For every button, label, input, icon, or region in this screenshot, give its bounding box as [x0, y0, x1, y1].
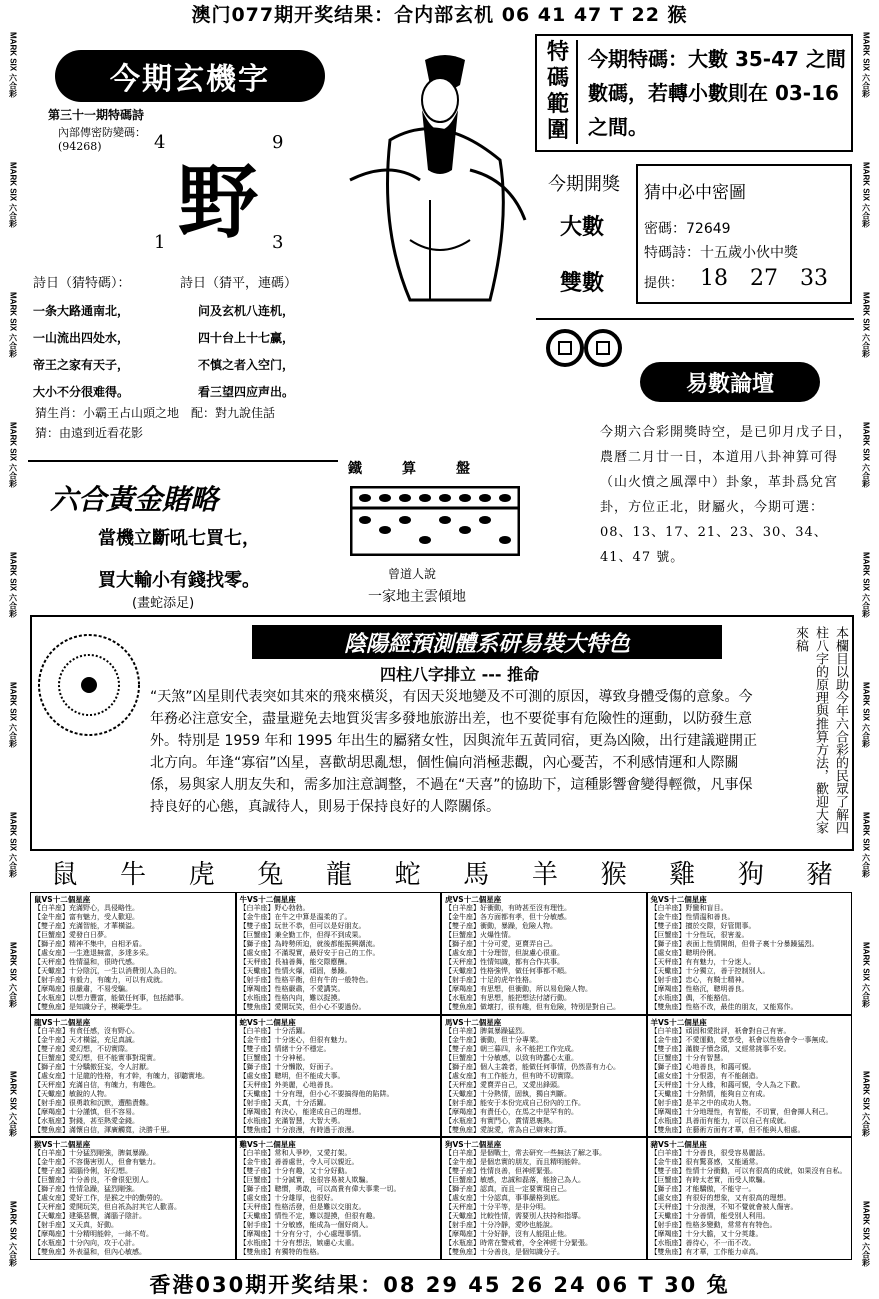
zodiac-cell-line: 【雙魚座】十分善良，是個知識分子。: [445, 1248, 564, 1257]
secret-title: 猜中必中密圖: [644, 183, 746, 203]
zodiac-cell-line: 【雙子座】性情十分衝動，可以有很高的成就，如果沒有自私。: [650, 1167, 847, 1176]
zodiac-cell-line: 【天蠍座】敏銳的人物。: [34, 1089, 111, 1098]
zodiac-cell: [441, 892, 647, 1015]
zodiac-cell-title: 虎VS十二個星座: [445, 895, 502, 904]
zodiac-cell-line: 【處女座】聰明，但不能成大事。: [239, 1071, 345, 1080]
zodiac-cell-line: 【白羊座】是個戰士，常去研究一些無法了解之事。: [445, 1149, 606, 1158]
zodiac-cell-title: 龍VS十二個星座: [34, 1017, 91, 1027]
zodiac-cell-line: 【水瓶座】充滿智慧，大智大勇。: [239, 1116, 345, 1125]
zodiac-icon: 猴: [600, 859, 627, 890]
poem-line: 问及玄机八连机，: [198, 304, 295, 318]
abacus-label: 盤: [456, 461, 470, 477]
zodiac-cell-line: 【金牛座】性情溫和善良。: [650, 913, 735, 921]
zodiac-cell-line: 【獅子座】個人主義者，能做任何事情，仍然喜有力心。: [445, 1062, 620, 1071]
poem-right: [198, 302, 348, 400]
border-text: MARK SIX 六合彩: [861, 162, 871, 228]
corner-num-tr: 9: [272, 132, 284, 153]
zodiac-cell-line: 【金牛座】不容傷害別人，但會有魅力。: [34, 1158, 160, 1167]
zodiac-cell-line: 【白羊座】十分善良，很受容易麗話。: [650, 1149, 770, 1158]
zodiac-cell-line: 【雙子座】滿腹子憤念頭，又經常挑事不安。: [650, 1044, 791, 1053]
zodiac-cell-title: 猴VS十二個星座: [34, 1140, 91, 1150]
zodiac-cell-line: 【天秤座】性情知識，都有合作共事。: [445, 958, 564, 966]
zodiac-cell-line: 【雙子座】朝三暮四，永不能把工作完成。: [445, 1044, 578, 1053]
zodiac-cell-line: 【天秤座】有有魅力，十分迷人。: [650, 958, 756, 966]
zodiac-cell-line: 【水瓶座】十分有想法，嫉慮心太重。: [239, 1239, 359, 1248]
provide-num: 18: [700, 266, 728, 291]
poem-code: (94268): [58, 140, 102, 153]
zodiac-cell-line: 【射手座】能安于本份完成自己份內的工作。: [445, 1098, 585, 1107]
feature-sub: 四柱八字排立 --- 推命: [380, 665, 540, 684]
zodiac-cell-line: 【水瓶座】性格內向，難以捉摸。: [239, 994, 345, 1002]
border-text: MARK SIX 六合彩: [861, 681, 871, 748]
zodiac-cell-line: 【水瓶座】具善而有能力，可以自己有成就。: [650, 1116, 791, 1125]
zodiac-icon: 豬: [806, 859, 833, 890]
poem-sub: 內部傳密防變碼：: [58, 126, 146, 139]
zodiac-cell-line: 【雙子座】情緒十分不穩定。: [239, 1044, 331, 1053]
border-text: MARK SIX 六合彩: [861, 32, 871, 98]
zodiac-cell-line: 【摩羯座】很嚴肅，不易受騙。: [34, 985, 132, 993]
guess-line-1: 猜生肖：小霸王占山頭之地 配：對九說佳話: [35, 406, 276, 420]
border-text: MARK SIX 六合彩: [861, 1071, 871, 1137]
zodiac-cell-line: 【天蠍座】性情火爆，頑固，暴躁。: [239, 967, 352, 975]
zodiac-cell-line: 【雙魚座】做壞打，很有趣，但有危險，特別是對自己。: [445, 1003, 620, 1011]
zodiac-cell-line: 【天蠍座】性格強悍，做任何事都不順。: [445, 967, 571, 975]
zodiac-cell-line: 【摩羯座】有思想，但衝動，所以易危險人物。: [445, 985, 592, 993]
zodiac-icon: 雞: [669, 859, 696, 890]
zodiac-cell: [441, 1137, 647, 1260]
coins-icon: [545, 328, 625, 388]
gold-line-2: 買大輸小有錢找零。: [98, 570, 260, 591]
poem-left: [33, 302, 183, 400]
zodiac-cell-line: 【獅子座】表面上性情開朗，但骨子裏十分暴躁猛烈。: [650, 940, 819, 948]
zodiac-cell-line: 【處女座】十分雄厚，也很好。: [239, 1194, 338, 1203]
zodiac-cell-line: 【白羊座】頑固和愛批評，祇會對自己有害。: [650, 1026, 791, 1035]
zodiac-cell: [441, 1015, 647, 1138]
border-text: MARK SIX 六合彩: [8, 162, 18, 228]
zodiac-cell-line: 【射手座】天真，十分活躍。: [239, 1098, 331, 1107]
zodiac-cell-line: 【天秤座】充滿自信，有魄力，有趣色。: [34, 1080, 160, 1089]
zodiac-cell-line: 【白羊座】脾氣暴躁猛烈。: [445, 1026, 529, 1035]
zodiac-cell-line: 【天蠍座】十分善情，能受別人利用。: [650, 1212, 770, 1221]
zodiac-icon: 牛: [119, 859, 146, 890]
zodiac-cell-title: 羊VS十二個星座: [650, 1017, 707, 1027]
right-column-text: 本欄目以助今年六合彩的民眾了解四柱八字的原理與推算方法，歡迎大家來稿: [793, 626, 848, 834]
zodiac-cell-line: 【處女座】一生進退無當，多達多采。: [34, 949, 153, 957]
poem-label-right: 詩日（猜平，連碼）: [180, 276, 298, 291]
zodiac-cell-line: 【獅子座】精神不集中，自相矛盾。: [34, 940, 146, 948]
zodiac-cell-line: 【金牛座】在牛之中算是溫柔的了。: [239, 913, 352, 921]
zodiac-cell-line: 【雙魚座】有獨特的性格。: [239, 1248, 324, 1257]
zodiac-cell-line: 【白羊座】有貪任感，沒有野心。: [34, 1026, 139, 1035]
provide-label: 提供：: [644, 276, 684, 291]
zodiac-cell-line: 【射手座】很勇敢和沉默，遭酷責難。: [34, 1098, 153, 1107]
big-mystery-char: 野: [178, 155, 258, 249]
zodiac-cell-line: 【天蠍座】十分熱情，固執，獨自判斷。: [445, 1089, 571, 1098]
poem-line: 帝王之家有天子，: [33, 358, 130, 372]
zodiac-icon: 馬: [463, 859, 490, 890]
zodiac-cell-line: 【水瓶座】偶，不能豁信。: [650, 994, 735, 1002]
zodiac-cell-line: 【天蠍座】十分獨立，善于控制別人。: [650, 967, 770, 975]
zodiac-icon: 兔: [257, 859, 284, 890]
zodiac-cell-line: 【金牛座】善善處世，令人可以親近。: [239, 1158, 359, 1167]
abacus-label: 算: [402, 461, 416, 477]
zodiac-cell-line: 【雙魚座】愛說愛，常為自己辯來打算。: [445, 1125, 571, 1134]
border-text: MARK SIX 六合彩: [8, 811, 18, 877]
zodiac-cell-line: 【白羊座】常和人爭吵，又愛打架。: [239, 1149, 352, 1158]
zodiac-cell-line: 【巨蟹座】十分敏感，以致有時蠢心太重。: [445, 1053, 578, 1062]
poem-line: 不慎之者入空门，: [198, 358, 295, 372]
zodiac-cell: [236, 1015, 442, 1138]
corner-num-bl: 1: [154, 232, 166, 253]
tema-range-text: 今期特碼：大數 35-47 之間數碼，若轉小數則在 03-16 之間。: [588, 47, 846, 139]
zodiac-cell-line: 【摩羯座】有決心，能達成自己的理想。: [239, 1107, 366, 1116]
zodiac-cell-line: 【水瓶座】善待心，不一而不改。: [650, 1239, 756, 1248]
abacus-icon: [350, 486, 520, 556]
zodiac-cell-line: 【射手座】十分敏感，能成為一個好商人。: [239, 1221, 373, 1230]
zodiac-cell-line: 【獅子座】心地善良，和藹可親。: [650, 1062, 756, 1071]
zodiac-cell-line: 【雙子座】性情良善，但神經緊張。: [445, 1167, 557, 1176]
zodiac-cell-line: 【天秤座】十分浪漫，不知不覺就會被人傷害。: [650, 1203, 798, 1212]
zodiac-cell-line: 【天蠍座】比較性情，需要別人扶持和指導。: [445, 1212, 585, 1221]
zodiac-cell-title: 馬VS十二個星座: [445, 1017, 502, 1027]
zodiac-icon: 蛇: [394, 859, 421, 890]
zodiac-cell-line: 【雙魚座】有才華，工作能力卓高。: [650, 1248, 763, 1257]
zodiac-cell-line: 【射手座】十分冷靜，愛吵也能說。: [445, 1221, 557, 1230]
zodiac-cell-line: 【射手座】又天真，好動。: [34, 1221, 118, 1230]
zodiac-cell-line: 【金牛座】不愛運動，愛享受，祇會以性格會令一事無成。: [650, 1035, 833, 1044]
zodiac-cell-line: 【摩羯座】十分好靜，沒有人能阻止他。: [445, 1230, 571, 1239]
zodiac-cell-line: 【金牛座】是個忠實的朋友，而且精明能幹。: [445, 1158, 585, 1167]
zodiac-cell-line: 【巨蟹座】兼全勤工作，但得不到成果。: [239, 931, 366, 939]
zodiac-cell-line: 【巨蟹座】十分有智慧。: [650, 1053, 728, 1062]
zodiac-cell: [647, 892, 853, 1015]
zodiac-cell-line: 【雙子座】玩世不恭，但可以是好朋友。: [239, 922, 366, 930]
zodiac-cell-line: 【獅子座】十分懶散，好面子。: [239, 1062, 338, 1071]
poem-line: 大小不分很难得。: [33, 385, 130, 399]
zodiac-cell-line: 【處女座】有工作能力，但有時不切實際。: [445, 1071, 578, 1080]
provide-num: 27: [750, 266, 778, 291]
feature-text: “天煞”凶星則代表突如其來的飛來橫災，有因天災地變及不可測的原因，導致身體受傷的意象。今年務必注意安全，盡量避免去地質災害多發地旅游出差，也不要從事有危險性的運動，以防發生意外。特別是 1959 年和 1995 年出生的屬豬女性，因與流年五黃同宿，更為凶險，出行建議避開正北方向。年逢“寡宿”凶星，喜歡胡思亂想，個性偏向消極悲觀，內心憂苦，不利感情運和人際關係，易與家人朋友失和，需多加注意調整，不過在“天喜”的協助下，這種影響會變得輕微，凡事保持良好的心態，真誠待人，則易于保持良好的人際關係。: [150, 689, 758, 815]
zodiac-cell-line: 【獅子座】聰慣，勇敢，可以高貴有偉大事業一切。: [239, 1185, 401, 1194]
poem-line: 一山流出四处水，: [33, 331, 130, 345]
zodiac-cell-line: 【天蠍座】十分陰沉，一生以消費別人為目的。: [34, 967, 181, 975]
zodiac-cell-line: 【巨蟹座】愛發白日夢。: [34, 931, 111, 939]
feature-banner: 陰陽經預測體系研易裝大特色: [252, 625, 722, 659]
zodiac-cell-line: 【白羊座】野蠻和盲目。: [650, 904, 728, 912]
border-text: MARK SIX 六合彩: [8, 1071, 18, 1137]
zodiac-cell-line: 【摩羯座】十分謹慎，但不容易。: [34, 1107, 139, 1116]
zodiac-cell-line: 【處女座】十足龍的性格，有才幹，有魄力，卻聽實地。: [34, 1071, 209, 1080]
zodiac-cell-line: 【摩羯座】十分大膽，又十分英雄。: [650, 1230, 763, 1239]
zodiac-cell-line: 【獅子座】十分可愛，更賣弄自己。: [445, 940, 557, 948]
zodiac-cell-line: 【射手座】性格多變動，常常有有特色。: [650, 1221, 777, 1230]
zodiac-cell-line: 【雙子座】愛幻想，不切實際。: [34, 1044, 132, 1053]
border-text: MARK SIX 六合彩: [861, 1201, 871, 1267]
gold-line-3: (畫蛇添足): [132, 596, 195, 611]
tema-range-title: 特碼範圍: [540, 40, 578, 144]
guess-line-2: 猜：由遠到近看花影: [35, 426, 144, 440]
zodiac-icon: 虎: [188, 859, 215, 890]
zodiac-cell-title: 雞VS十二個星座: [239, 1140, 296, 1150]
border-text: MARK SIX 六合彩: [8, 421, 18, 488]
zodiac-cell-line: 【雙魚座】性格不改，最佳的朋友，又能寫作。: [650, 1003, 798, 1011]
zodiac-cell-line: 【金牛座】天才橫溢，充足真誠。: [34, 1035, 139, 1044]
gold-line-1: 當機立斷吼七買七，: [98, 528, 260, 549]
zodiac-cell-line: 【射手座】有毅力，有魄力，可以有成就。: [34, 976, 167, 984]
zodiac-cell-line: 【水瓶座】對錢，甚至熱愛金錢。: [34, 1116, 139, 1125]
border-text: MARK SIX 六合彩: [8, 551, 18, 618]
divider: [536, 318, 854, 320]
zodiac-cell-line: 【巨蟹座】十分神秘。: [239, 1053, 310, 1062]
border-text: MARK SIX 六合彩: [861, 292, 871, 358]
zodiac-cell-title: 鼠VS十二個星座: [34, 895, 91, 904]
zodiac-cell-line: 【處女座】愛好工作，是猴之中的勤勞的。: [34, 1194, 167, 1203]
gold-title: 六合黃金賭略: [50, 483, 219, 516]
zodiac-cell-line: 【射手座】性格平衡，但有牛的一般特色。: [239, 976, 373, 984]
zodiac-cell-title: 狗VS十二個星座: [445, 1140, 502, 1150]
provide-num: 33: [800, 266, 828, 291]
top-result-banner: 澳门077期开奖结果：合内部玄机 06 41 47 T 22 猴: [0, 0, 879, 26]
zodiac-cell-line: 【巨蟹座】有時太老實，而受人欺騙。: [650, 1176, 770, 1185]
zodiac-cell-line: 【天秤座】十分平等，是非分明。: [445, 1203, 550, 1212]
zodiac-cell-line: 【天蠍座】建築惡價，滿腦子陰計。: [34, 1212, 146, 1221]
right-border-strip: [853, 0, 879, 1299]
zodiac-cell-line: 【巨蟹座】十分誠實，也很容易被人欺騙。: [239, 1176, 373, 1185]
zodiac-cell-line: 【天秤座】愛開玩笑，但自祇為討其它人歡喜。: [34, 1203, 181, 1212]
zodiac-cell-line: 【獅子座】為時勢所迫，就後都能振興潮流。: [239, 940, 380, 948]
border-text: MARK SIX 六合彩: [861, 941, 871, 1007]
zodiac-cell-line: 【雙子座】擅於交際，好管閒事。: [650, 922, 756, 930]
zodiac-cell-line: 【金牛座】衝動，但十分專業。: [445, 1035, 543, 1044]
border-text: MARK SIX 六合彩: [8, 32, 18, 98]
zodiac-cell-line: 【摩羯座】十分地理性，有智能，不切實，但會揮人利己。: [650, 1107, 833, 1116]
border-text: MARK SIX 六合彩: [8, 941, 18, 1007]
zodiac-cell-line: 【雙子座】頭腦伶俐，好幻想。: [34, 1167, 132, 1176]
draw-big: 大數: [560, 215, 605, 240]
bottom-result-banner: 香港030期开奖结果：08 29 45 26 24 06 T 30 兔: [149, 1273, 730, 1297]
poem-line: 一条大路通南北，: [33, 304, 130, 318]
zodiac-cell-line: 【白羊座】好衝動，有時甚至沒有理性。: [445, 904, 571, 912]
zodiac-horoscope-grid: [30, 892, 852, 1260]
zodiac-cell-line: 【金牛座】富有魅力，受人歡迎。: [34, 913, 139, 921]
zodiac-icon: 羊: [531, 859, 558, 890]
zodiac-cell-line: 【處女座】不滿現實，最好安于自己的工作。: [239, 949, 380, 957]
zodiac-cell-line: 【水瓶座】時常在警戒着，令全神經十分緊張。: [445, 1239, 592, 1248]
zodiac-cell-line: 【摩羯座】有責任心，在馬之中是罕有的。: [445, 1107, 578, 1116]
border-text: MARK SIX 六合彩: [861, 551, 871, 618]
zodiac-cell-line: 【處女座】十分理智，但說慮心很重。: [445, 949, 564, 957]
zodiac-cell: [647, 1015, 853, 1138]
zodiac-cell-line: 【天秤座】性情溫和，很時代感。: [34, 958, 139, 966]
zodiac-cell-line: 【巨蟹座】十分善良，不會很犯別人。: [34, 1176, 153, 1185]
zodiac-cell-line: 【巨蟹座】愛幻想，但不能實事對現實。: [34, 1053, 160, 1062]
zodiac-cell-line: 【雙子座】衝動，暴躁，危險人物。: [445, 922, 557, 930]
zodiac-cell-line: 【天秤座】性格活發，但是難以交朋友。: [239, 1203, 366, 1212]
yishu-title: 易數論壇: [640, 362, 820, 402]
abacus-labels: [348, 458, 470, 478]
zodiac-cell-line: 【水瓶座】有思想，能把想法付諸行動。: [445, 994, 571, 1002]
abacus-caption-2: 一家地主雲傾地: [368, 589, 466, 605]
zodiac-cell-line: 【獅子座】才能驕傲，不能守一。: [650, 1185, 756, 1194]
zodiac-cell-line: 【水瓶座】以想力豐富，能做任何事，包括錯事。: [34, 994, 188, 1002]
corner-num-tl: 4: [154, 132, 166, 153]
zodiac-cell: [647, 1137, 853, 1260]
poem-line: 看三望四应声出。: [198, 385, 295, 399]
zodiac-cell-line: 【白羊座】充滿野心，具侵略性。: [34, 904, 139, 912]
zodiac-cell-title: 豬VS十二個星座: [650, 1140, 707, 1150]
zodiac-cell-line: 【金牛座】十分迷心，但很有魅力。: [239, 1035, 352, 1044]
zodiac-cell: [30, 892, 236, 1015]
zodiac-cell-line: 【射手座】忠心，有騎士精神。: [650, 976, 749, 984]
zodiac-cell-title: 蛇VS十二個星座: [239, 1017, 296, 1027]
ancient-sage-illustration: [330, 40, 530, 310]
zodiac-cell-line: 【白羊座】十分猛烈剛強，脾氣暴躁。: [34, 1149, 153, 1158]
poem-label-left: 詩日（猜特碼）：: [33, 276, 131, 291]
border-text: MARK SIX 六合彩: [8, 681, 18, 748]
zodiac-cell-line: 【雙魚座】外表溫和，但內心敏感。: [34, 1248, 146, 1257]
zodiac-cell-line: 【水瓶座】有實門心，賞情恩裏熱。: [445, 1116, 557, 1125]
draw-title: 今期開獎: [548, 174, 620, 195]
zodiac-cell-line: 【白羊座】十分活躍。: [239, 1026, 310, 1035]
zodiac-cell-line: 【雙魚座】滿懷自信，渾廣觸寬，決勝千里。: [34, 1125, 174, 1134]
zodiac-cell-line: 【金牛座】各方面都有孝，但十分敏感。: [445, 913, 571, 921]
zodiac-cell-line: 【摩羯座】性格嚴肅，不愛講笑。: [239, 985, 345, 993]
zodiac-cell-line: 【巨蟹座】火爆性情。: [445, 931, 515, 939]
zodiac-cell-line: 【天秤座】外美麗，心地善良。: [239, 1080, 338, 1089]
divider: [28, 460, 338, 462]
zodiac-cell-line: 【摩羯座】十分精明能幹，一絲不苟。: [34, 1230, 153, 1239]
zodiac-cell-line: 【處女座】十分認真，事事嚴格到底。: [445, 1194, 564, 1203]
zodiac-cell-line: 【雙魚座】十分浪漫，有時過于浪漫。: [239, 1125, 359, 1134]
zodiac-cell-line: 【處女座】有很好的想象，又有很高的理想。: [650, 1194, 791, 1203]
mystery-title: 今期玄機字: [55, 50, 325, 102]
bagua-icon: [34, 630, 144, 740]
zodiac-cell-line: 【雙魚座】愛開玩笑，但小心不要過份。: [239, 1003, 366, 1011]
zodiac-cell-line: 【射手座】是羊之中的成功人物。: [650, 1098, 756, 1107]
zodiac-cell: [30, 1137, 236, 1260]
zodiac-cell-line: 【雙魚座】是知識分子，模範學生。: [34, 1003, 146, 1011]
zodiac-icon: 鼠: [51, 859, 78, 890]
zodiac-icon: 狗: [737, 859, 764, 890]
zodiac-cell-line: 【雙子座】充滿智能，才華橫溢。: [34, 922, 139, 930]
zodiac-cell-line: 【金牛座】很有驚喜感，又能通常。: [650, 1158, 763, 1167]
zodiac-cell-line: 【處女座】聰明伶俐。: [650, 949, 721, 957]
zodiac-cell-line: 【摩羯座】十分有分寸，小心處理事情。: [239, 1230, 366, 1239]
zodiac-cell: [236, 1137, 442, 1260]
secret-code: 密碼：72649: [644, 221, 731, 237]
zodiac-cell-line: 【天蠍座】十分有理，但小心不要搞得他的陷阱。: [239, 1089, 394, 1098]
zodiac-cell-line: 【巨蟹座】敏感，忠誠和磊落，能捨己為人。: [445, 1176, 585, 1185]
zodiac-cell: [30, 1015, 236, 1138]
zodiac-cell-line: 【白羊座】野心勃勃。: [239, 904, 310, 912]
draw-double: 雙數: [560, 271, 605, 296]
zodiac-cell-line: 【天蠍座】十分熱情，能夠自立有成。: [650, 1089, 770, 1098]
poem-line: 四十台上十七赢，: [198, 331, 295, 345]
abacus-label: 鐵: [348, 461, 362, 477]
zodiac-cell-line: 【獅子座】認真，而且一定要實現自己。: [445, 1185, 571, 1194]
zodiac-cell-line: 【摩羯座】性格沉，聰明善良。: [650, 985, 749, 993]
zodiac-cell-line: 【獅子座】十分驕傲狂妄，令人討厭。: [34, 1062, 153, 1071]
yishu-text: 今期六合彩開獎時空，是已卯月戊子日，農曆二月廿一日，本道用八卦神算可得（山火憤之風澤中）卦象，革卦爲兌宮卦，方位正北，財屬火，今期可選：08、13、17、21、23、30、34、41、47 號。: [600, 425, 853, 565]
zodiac-cell: [236, 892, 442, 1015]
secret-poem: 特碼詩：十五歲小伙中獎: [644, 245, 798, 261]
abacus-caption-1: 曾道人說: [388, 567, 437, 581]
provide-nums: [700, 266, 828, 291]
zodiac-cell-line: 【巨蟹座】十分性玩，很害羞。: [650, 931, 749, 939]
poem-header: 第三十一期特碼詩: [48, 108, 145, 122]
border-text: MARK SIX 六合彩: [861, 421, 871, 488]
zodiac-cell-title: 牛VS十二個星座: [239, 895, 296, 904]
zodiac-icon: 龍: [325, 859, 352, 890]
zodiac-cell-line: 【射手座】十足的虎年性格。: [445, 976, 536, 984]
zodiac-cell-title: 兔VS十二個星座: [650, 895, 707, 904]
zodiac-cell-line: 【天秤座】長袖善舞，能交際應酬。: [239, 958, 352, 966]
zodiac-cell-line: 【天秤座】愛賣弄自己，又愛出鋒頭。: [445, 1080, 564, 1089]
zodiac-cell-line: 【水瓶座】十分內向，攻于心計。: [34, 1239, 139, 1248]
left-border-strip: [0, 0, 26, 1299]
border-text: MARK SIX 六合彩: [861, 811, 871, 877]
corner-num-br: 3: [272, 232, 284, 253]
zodiac-cell-line: 【處女座】十分恨惡，有不能創造。: [650, 1071, 763, 1080]
border-text: MARK SIX 六合彩: [8, 292, 18, 358]
zodiac-cell-line: 【天秤座】十分人緣，和藹可親，令人為之下歡。: [650, 1080, 805, 1089]
zodiac-cell-line: 【雙魚座】在藝術方面有才華，但不能與人相處。: [650, 1125, 805, 1134]
zodiac-cell-line: 【獅子座】性情急躁，猛烈剛強。: [34, 1185, 139, 1194]
zodiac-icons-row: [30, 852, 854, 892]
border-text: MARK SIX 六合彩: [8, 1201, 18, 1267]
zodiac-cell-line: 【天蠍座】情性不定，難以提摸，但很有趣。: [239, 1212, 380, 1221]
zodiac-cell-line: 【雙子座】十分有趣，又十分好動。: [239, 1167, 352, 1176]
